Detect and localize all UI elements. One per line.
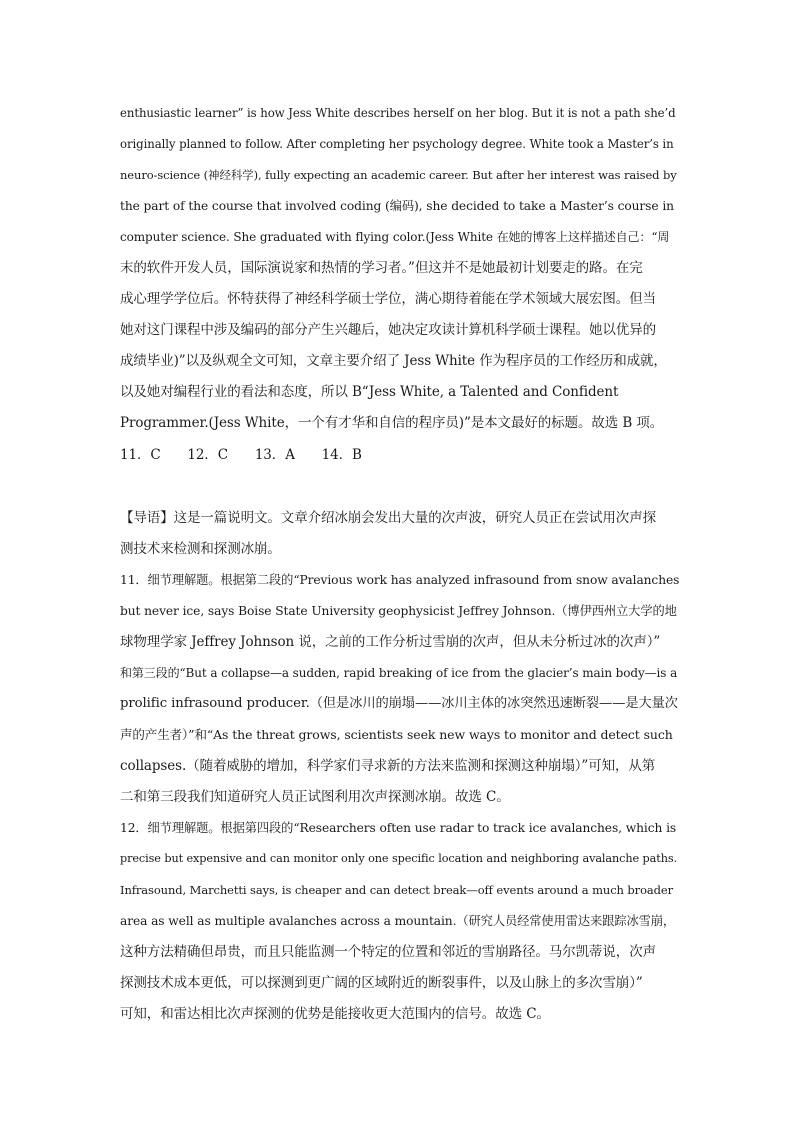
text-line: 以及她对编程行业的看法和态度，所以 B“Jess White, a Talented and Confident (120, 384, 619, 400)
text-line: 11．细节理解题。根据第二段的“Previous work has analyzed infrasound from snow avalanches (120, 573, 680, 587)
text-line: 二和第三段我们知道研究人员正试图利用次声探测冰崩。故选 C。 (120, 789, 510, 805)
text-line: neuro-science (神经科学), fully expecting an academic career. But after her interest was raised by (120, 168, 677, 182)
text-line: enthusiastic learner” is how Jess White describes herself on her blog. But it is not a path she’d (120, 106, 676, 120)
text-line: 末的软件开发人员，国际演说家和热情的学习者。”但这并不是她最初计划要走的路。在完 (120, 260, 643, 276)
text-line: 和第三段的“But a collapse—a sudden, rapid breaking of ice from the glacier’s main body—is a (120, 666, 678, 680)
text-line: computer science. She graduated with flying color.(Jess White 在她的博客上这样描述自己：“周 (120, 230, 670, 244)
text-line: 测技术来检测和探测冰崩。 (120, 541, 281, 557)
text-line: collapses.（随着威胁的增加，科学家们寻求新的方法来监测和探测这种崩塌）”可知，从第 (120, 758, 656, 774)
answer-key: 11．C 12．C 13．A 14．B (120, 447, 362, 463)
text-line: Infrasound, Marchetti says, is cheaper and can detect break—off events around a much broader (120, 883, 674, 897)
text-line: 探测技术成本更低，可以探测到更广阔的区域附近的断裂事件，以及山脉上的多次雪崩）” (120, 975, 643, 991)
text-line: originally planned to follow. After completing her psychology degree. White took a Master’s in (120, 137, 674, 151)
text-line: 她对这门课程中涉及编码的部分产生兴趣后，她决定攻读计算机科学硕士课程。她以优异的 (120, 322, 656, 338)
text-line: precise but expensive and can monitor only one specific location and neighboring avalanche paths. (120, 852, 677, 865)
text-line: 12．细节理解题。根据第四段的“Researchers often use radar to track ice avalanches, which is (120, 821, 677, 835)
text-line: 可知，和雷达相比次声探测的优势是能接收更大范围内的信号。故选 C。 (120, 1006, 550, 1022)
text-line: Programmer.(Jess White，一个有才华和自信的程序员)”是本文最好的标题。故选 B 项。 (120, 415, 664, 431)
text-line: 这种方法精确但昂贵，而且只能监测一个特定的位置和邻近的雪崩路径。马尔凯蒂说，次声 (120, 944, 656, 960)
text-line: area as well as multiple avalanches across a mountain.（研究人员经常使用雷达来跟踪冰雪崩， (120, 914, 676, 928)
text-line: 成绩毕业)”以及纵观全文可知，文章主要介绍了 Jess White 作为程序员的工作经历和成就， (120, 353, 667, 369)
text-line: the part of the course that involved coding (编码), she decided to take a Master’s course in (120, 199, 674, 213)
text-line: prolific infrasound producer.（但是冰川的崩塌——冰川主体的冰突然迅速断裂——是大量次 (120, 696, 678, 711)
text-line: 声的产生者）”和“As the threat grows, scientists seek new ways to monitor and detect such (120, 727, 673, 742)
text-line: 成心理学学位后。怀特获得了神经科学硕士学位，满心期待着能在学术领域大展宏图。但当 (120, 291, 656, 307)
text-line: 【导语】这是一篇说明文。文章介绍冰崩会发出大量的次声波，研究人员正在尝试用次声探 (120, 510, 656, 526)
text-line: but never ice, says Boise State University geophysicist Jeffrey Johnson.（博伊西州立大学的地 (120, 604, 677, 618)
text-line: 球物理学家 Jeffrey Johnson 说，之前的工作分析过雪崩的次声，但从未分析过冰的次声）” (120, 634, 661, 650)
